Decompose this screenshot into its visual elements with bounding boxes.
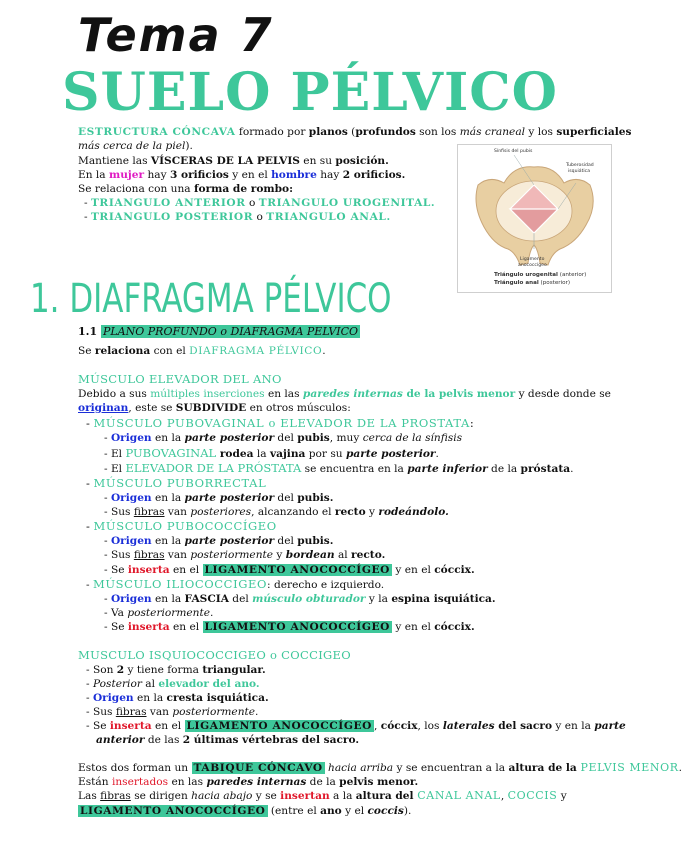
elevador-line-2: originan, este se SUBDIVIDE en otros músculos:	[78, 402, 351, 414]
figure-legend-urogenital: Triángulo urogenital (anterior)	[494, 272, 587, 278]
pubococcigeo-item-2: - Sus fibras van posteriormente y bordean al recto.	[104, 549, 386, 561]
isquio-item-2: - Posterior al elevador del ano.	[86, 678, 260, 690]
pubovaginal-title: - MÚSCULO PUBOVAGINAL o ELEVADOR DE LA PROSTATA:	[86, 416, 474, 430]
pubococcigeo-title: - MÚSCULO PUBOCOCCÍGEO	[86, 519, 277, 533]
figure-label-ligament-1: Ligamento	[520, 257, 545, 262]
intro-line-2: más cerca de la piel).	[78, 140, 193, 152]
section-heading-diafragma: 1. DIAFRAGMA PÉLVICO	[30, 276, 392, 322]
puborrectal-item-1: - Origen en la parte posterior del pubis.	[104, 492, 334, 504]
pubovaginal-item-3: - El ELEVADOR DE LA PRÓSTATA se encuentra en la parte inferior de la próstata.	[104, 461, 574, 475]
intro-line-5: Se relaciona con una forma de rombo:	[78, 183, 294, 195]
puborrectal-title: - MÚSCULO PUBORRECTAL	[86, 476, 267, 490]
isquiococcigeo-title: MUSCULO ISQUIOCOCCIGEO o COCCIGEO	[78, 648, 351, 662]
intro-line-4: En la mujer hay 3 orificios y en el hombre hay 2 orificios.	[78, 169, 406, 181]
iliococcigeo-item-2: - Va posteriormente.	[104, 607, 214, 619]
elevador-title: MÚSCULO ELEVADOR DEL ANO	[78, 372, 282, 386]
subsection-heading: 1.1 PLANO PROFUNDO o DIAFRAGMA PELVICO	[78, 325, 359, 338]
iliococcigeo-item-3: - Se inserta en el LIGAMENTO ANOCOCCÍGEO y en el cóccix.	[104, 621, 475, 633]
closing-line-3: Las fibras se dirigen hacia abajo y se insertan a la altura del CANAL ANAL, COCCIS y	[78, 789, 567, 802]
isquio-item-5-cont: anterior de las 2 últimas vértebras del sacro.	[96, 734, 360, 746]
figure-label-ligament-2: anococcígeo	[518, 263, 547, 268]
closing-line-1: Estos dos forman un TABIQUE CÓNCAVO hacia arriba y se encuentran a la altura de la PELVIS MENOR.	[78, 761, 682, 774]
pubococcigeo-item-3: - Se inserta en el LIGAMENTO ANOCOCCÍGEO y en el cóccix.	[104, 564, 475, 576]
iliococcigeo-item-1: - Origen en la FASCIA del músculo obturador y la espina isquiática.	[104, 593, 496, 605]
pubovaginal-item-1: - Origen en la parte posterior del pubis, muy cerca de la sínfisis	[104, 432, 463, 444]
puborrectal-item-2: - Sus fibras van posteriores, alcanzando el recto y rodeándolo.	[104, 506, 449, 518]
pelvic-floor-figure	[457, 144, 612, 293]
isquio-item-5: - Se inserta en el LIGAMENTO ANOCOCCÍGEO , cóccix, los laterales del sacro y en la parte	[86, 720, 626, 732]
page-title: SUELO PÉLVICO	[62, 62, 558, 123]
isquio-item-4: - Sus fibras van posteriormente.	[86, 706, 259, 718]
intro-line-6: - TRIANGULO ANTERIOR o TRIANGULO UROGENITAL.	[84, 197, 436, 209]
figure-label-tuberosity-1: Tuberosidad	[566, 163, 594, 168]
relation-line: Se relaciona con el DIAFRAGMA PÉLVICO.	[78, 345, 326, 357]
intro-line-7: - TRIANGULO POSTERIOR o TRIANGULO ANAL.	[84, 211, 391, 223]
closing-line-2: Están insertados en las paredes internas de la pelvis menor.	[78, 776, 419, 788]
pubococcigeo-item-1: - Origen en la parte posterior del pubis.	[104, 535, 334, 547]
figure-legend-anal: Triángulo anal (posterior)	[494, 280, 571, 286]
figure-label-tuberosity-2: isquiática	[568, 169, 591, 174]
intro-line-3: Mantiene las VÍSCERAS DE LA PELVIS en su posición.	[78, 155, 389, 167]
iliococcigeo-title: - MÚSCULO ILIOCOCCIGEO: derecho e izquierdo.	[86, 577, 385, 591]
isquio-item-1: - Son 2 y tiene forma triangular.	[86, 664, 266, 676]
closing-line-4: LIGAMENTO ANOCOCCÍGEO (entre el ano y el coccis).	[80, 805, 412, 817]
figure-label-pubis: Sínfisis del pubis	[494, 149, 533, 154]
isquio-item-3: - Origen en la cresta isquiática.	[86, 692, 269, 704]
intro-line-1: ESTRUCTURA CÓNCAVA formado por planos (profundos son los más craneal y los superficiales	[78, 126, 632, 138]
elevador-line-1: Debido a sus múltiples inserciones en las paredes internas de la pelvis menor y desde donde se	[78, 388, 611, 400]
tema-number: Tema 7	[78, 8, 274, 62]
pubovaginal-item-2: - El PUBOVAGINAL rodea la vajina por su parte posterior.	[104, 446, 439, 460]
